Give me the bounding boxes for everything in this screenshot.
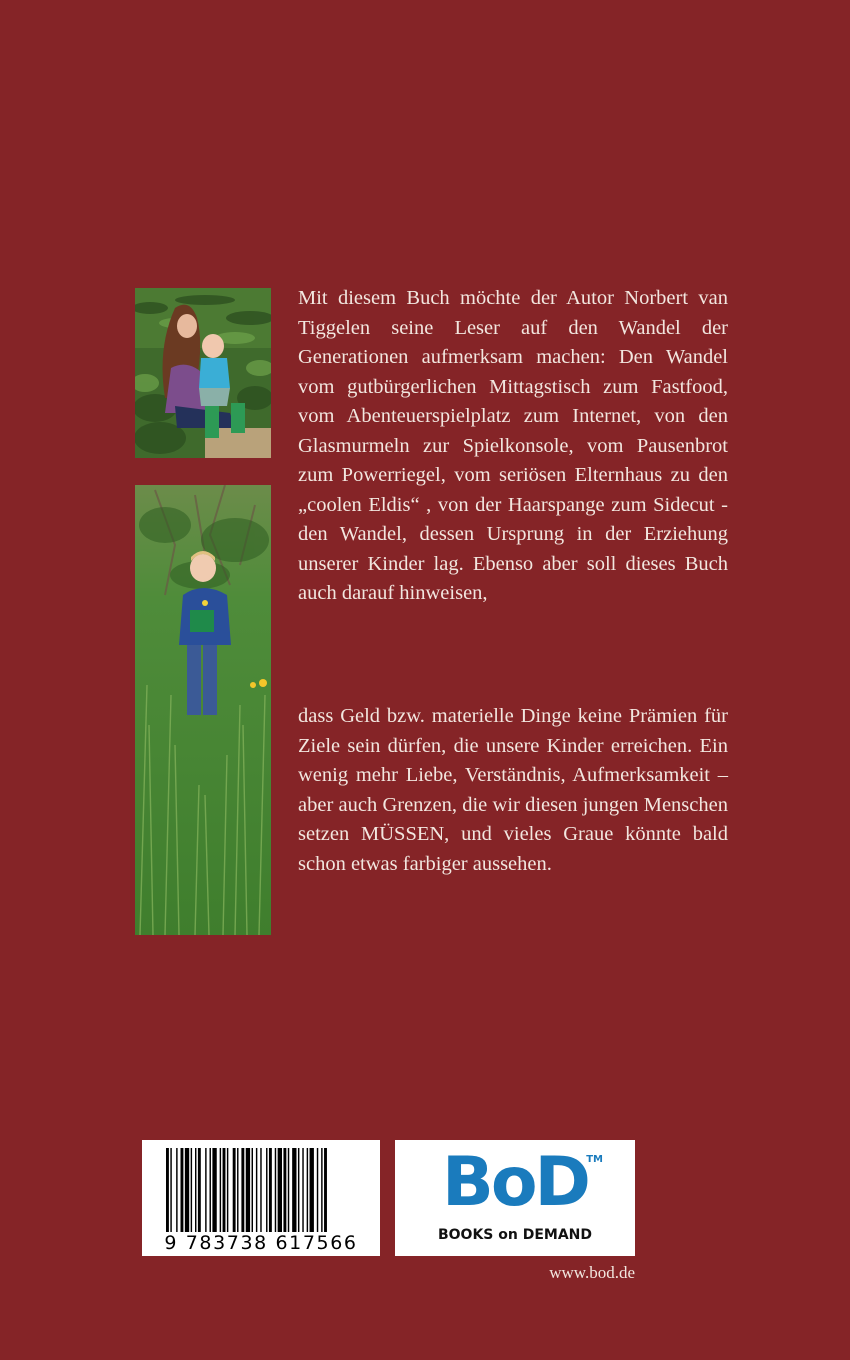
barcode-bar xyxy=(246,1148,250,1232)
barcode-bar xyxy=(292,1148,296,1232)
barcode-bar xyxy=(166,1148,169,1232)
photo-toddler-in-grass xyxy=(135,485,271,935)
barcode-bar xyxy=(191,1148,192,1232)
bod-logo-mark: BoD xyxy=(442,1143,588,1222)
barcode-bar xyxy=(269,1148,272,1232)
barcode-bar xyxy=(260,1148,261,1232)
barcode-bar xyxy=(220,1148,221,1232)
barcode-bar xyxy=(256,1148,257,1232)
barcode-bar xyxy=(307,1148,308,1232)
barcode-bar xyxy=(324,1148,327,1232)
barcode-bar xyxy=(266,1148,267,1232)
photo-mother-and-child xyxy=(135,288,271,458)
publisher-logo xyxy=(395,1140,635,1256)
blurb-paragraph-1: Mit diesem Buch möchte der Autor Norbert van Tiggelen seine Leser auf den Wandel der Generationen aufmerksam machen: Den Wandel vom gutbürgerlichen Mittagstisch zum Fastfood, vom Abenteuerspielplatz zum Internet, von den Glasmurmeln zur Spielkonsole, vom Pausenbrot zum Powerriegel, vom seriösen Elternhaus zu den „coolen Eldis“ , von der Haarspange zum Sidecut - den Wandel, dessen Ursprung in der Erziehung unserer Kinder lag. Ebenso aber soll dieses Buch auch darauf hinweisen, xyxy=(298,287,728,604)
barcode-bar xyxy=(310,1148,314,1232)
publisher-tagline: BOOKS on DEMAND xyxy=(437,1227,593,1243)
blurb-paragraph-2: dass Geld bzw. materielle Dinge keine Prämien für Ziele sein dürfen, die unsere Kinder erreichen. Ein wenig mehr Liebe, Verständnis, Aufmerksamkeit – aber auch Grenzen, die wir diesen jungen Menschen setzen MÜSSEN, und vieles Graue könnte bald schon etwas farbiger aussehen. xyxy=(298,705,728,875)
isbn-number: 9 783738 617566 xyxy=(142,1232,380,1254)
barcode-bar xyxy=(241,1148,244,1232)
barcode-bar xyxy=(227,1148,228,1232)
barcode-bar xyxy=(252,1148,253,1232)
barcode-bar xyxy=(275,1148,276,1232)
barcode-bar xyxy=(321,1148,322,1232)
barcode-bar xyxy=(237,1148,238,1232)
barcode-bar xyxy=(212,1148,216,1232)
barcode-bar xyxy=(223,1148,226,1232)
barcode-bar xyxy=(210,1148,211,1232)
barcode-bar xyxy=(283,1148,286,1232)
barcode-bar xyxy=(176,1148,177,1232)
barcode-bar xyxy=(302,1148,303,1232)
trademark-symbol: TM xyxy=(586,1154,603,1165)
barcode-bar xyxy=(195,1148,196,1232)
barcode-bar xyxy=(317,1148,318,1232)
barcode-bar xyxy=(185,1148,189,1232)
barcode-bar xyxy=(198,1148,201,1232)
barcode-bar xyxy=(181,1148,184,1232)
barcode-bar xyxy=(170,1148,171,1232)
publisher-website: www.bod.de xyxy=(549,1263,635,1282)
barcode-bar xyxy=(288,1148,289,1232)
barcode-bar xyxy=(298,1148,299,1232)
barcode-bar xyxy=(205,1148,206,1232)
barcode-bar xyxy=(233,1148,236,1232)
isbn-barcode xyxy=(142,1140,380,1256)
barcode-bar xyxy=(278,1148,282,1232)
